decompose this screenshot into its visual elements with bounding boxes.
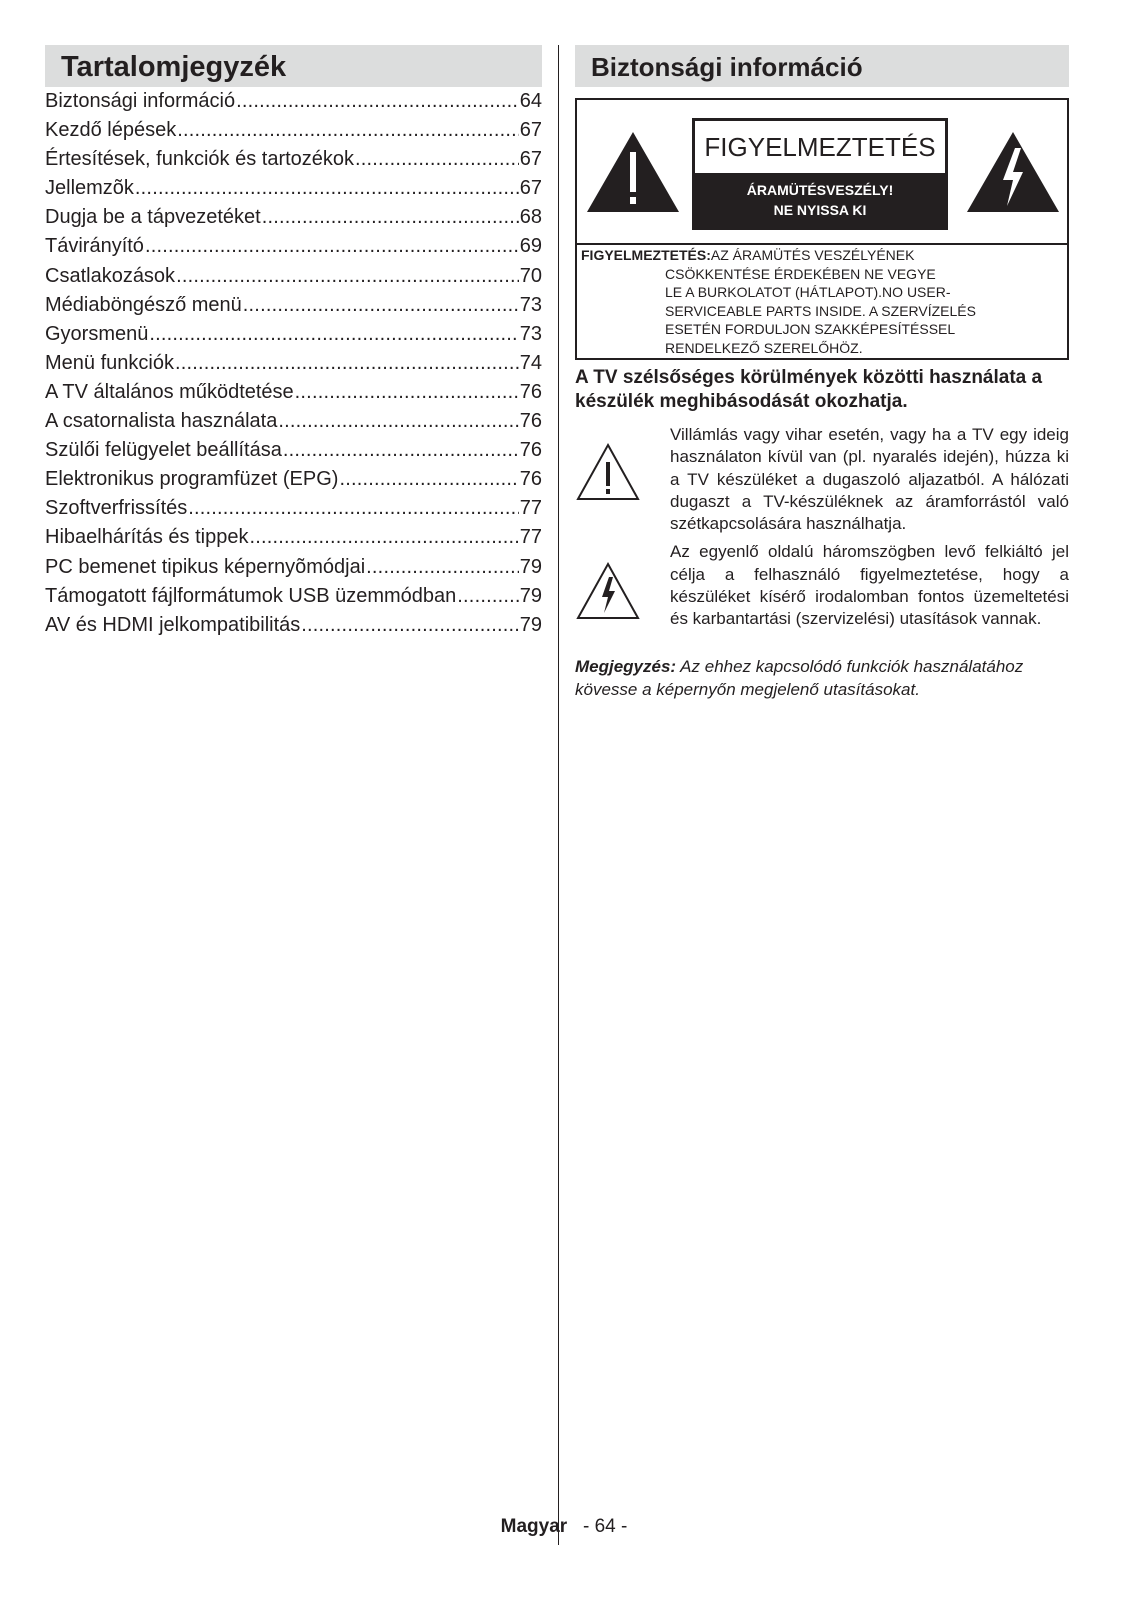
footer-language: Magyar — [500, 1516, 568, 1537]
toc-item-page: 73 — [519, 293, 542, 316]
toc-item-leader-dots — [278, 407, 518, 436]
storm-unplug-text: Villámlás vagy vihar esetén, vagy ha a TV egy ideig használaton kívül van (pl. nyaralés idején), húzza ki a TV készüléket a dugaszoló aljazatból. A hálózati dugaszt a TV-készüléknek az áramforrástól való szétkapcsolására használhatja. — [670, 425, 1069, 534]
lightning-triangle-icon — [965, 130, 1061, 214]
toc-item-leader-dots — [301, 611, 518, 640]
toc-item-page: 69 — [519, 235, 542, 258]
toc-item-label: AV és HDMI jelkompatibilitás — [45, 613, 301, 636]
toc-item-leader-dots — [176, 262, 519, 291]
exclamation-triangle-icon — [585, 130, 681, 214]
toc-item-leader-dots — [149, 320, 518, 349]
manual-instructions-paragraph — [575, 541, 1069, 630]
toc-column — [45, 45, 542, 640]
toc-item-label: Dugja be a tápvezetéket — [45, 206, 261, 229]
warning-sign-title: FIGYELMEZTETÉS — [695, 121, 945, 173]
toc-item — [45, 407, 542, 436]
column-divider — [558, 45, 559, 1545]
toc-item — [45, 465, 542, 494]
toc-item-label: Menü funkciók — [45, 351, 174, 374]
toc-item-leader-dots — [135, 174, 519, 203]
toc-item-label: Hibaelhárítás és tippek — [45, 526, 249, 549]
toc-item-label: Szülői felügyelet beállítása — [45, 439, 282, 462]
toc-item-page: 76 — [519, 410, 542, 433]
toc-item-leader-dots — [188, 494, 518, 523]
toc-item-page: 68 — [519, 206, 542, 229]
toc-item-label: Elektronikus programfüzet (EPG) — [45, 468, 339, 491]
warning-line: CSÖKKENTÉSE ÉRDEKÉBEN NE VEGYE — [665, 265, 936, 282]
toc-item-leader-dots — [295, 378, 519, 407]
warning-box — [575, 98, 1069, 360]
toc-item-page: 67 — [519, 148, 542, 171]
toc-item — [45, 523, 542, 552]
toc-item — [45, 320, 542, 349]
warning-sign — [692, 118, 948, 230]
toc-item-page: 74 — [519, 351, 542, 374]
toc-item-leader-dots — [366, 553, 519, 582]
toc-item-page: 77 — [519, 526, 542, 549]
toc-item-leader-dots — [177, 116, 519, 145]
toc-item — [45, 116, 542, 145]
toc-item-leader-dots — [236, 87, 519, 116]
toc-item — [45, 349, 542, 378]
storm-unplug-paragraph — [575, 424, 1069, 535]
toc-item-leader-dots — [249, 523, 518, 552]
note-label: Megjegyzés: — [575, 656, 677, 676]
toc-item — [45, 553, 542, 582]
toc-item-label: Támogatott fájlformátumok USB üzemmódban — [45, 584, 457, 607]
extreme-conditions-warning: A TV szélsőséges körülmények közötti használata a készülék meghibásodását okozhatja. — [575, 367, 1043, 412]
toc-item-leader-dots — [283, 436, 519, 465]
toc-item-label: Biztonsági információ — [45, 90, 236, 112]
exclamation-outline-triangle-icon — [575, 442, 641, 502]
warning-sign-line2: NE NYISSA KI — [773, 202, 867, 218]
warning-text — [581, 246, 1063, 357]
toc-item-page: 79 — [519, 584, 542, 607]
toc-item — [45, 203, 542, 232]
note — [575, 655, 1069, 701]
toc-item-label: A TV általános működtetése — [45, 380, 294, 403]
toc-item-page: 73 — [519, 322, 542, 345]
safety-column — [575, 45, 1069, 701]
toc-item-label: Jellemzõk — [45, 177, 134, 200]
manual-instructions-text: Az egyenlő oldalú háromszögben levő felkiáltó jel célja a felhasználó figyelmeztetése, hogy a készüléket kísérő irodalomban fontos üzemeltetési és karbantartási (szervizelési) utasítások vannak. — [670, 542, 1069, 629]
lightning-outline-triangle-icon — [575, 561, 641, 621]
toc-item — [45, 436, 542, 465]
toc-item-page: 79 — [519, 613, 542, 636]
toc-item-page: 70 — [519, 264, 542, 287]
toc-item-leader-dots — [175, 349, 519, 378]
warning-line: LE A BURKOLATOT (HÁTLAPOT).NO USER- — [665, 284, 951, 300]
toc-item-label: Csatlakozások — [45, 264, 176, 287]
warning-line: SERVICEABLE PARTS INSIDE. A SZERVÍZELÉS — [665, 302, 976, 319]
note-text: Az ehhez kapcsolódó funkciók használatához kövesse a képernyőn megjelenő utasításokat. — [575, 656, 1024, 699]
warning-box-top — [577, 100, 1067, 245]
toc-item — [45, 291, 542, 320]
footer-page-number: - 64 - — [583, 1516, 628, 1537]
toc-item-label: Értesítések, funkciók és tartozékok — [45, 148, 355, 171]
toc-item — [45, 262, 542, 291]
page-footer — [0, 1516, 1128, 1538]
warning-label: FIGYELMEZTETÉS: — [581, 247, 711, 263]
toc-item — [45, 145, 542, 174]
warning-sign-line1: ÁRAMÜTÉSVESZÉLY! — [746, 182, 894, 198]
toc-item-page: 76 — [519, 380, 542, 403]
toc-item — [45, 232, 542, 261]
toc-title: Tartalomjegyzék — [45, 45, 542, 87]
toc-item-label: Távirányító — [45, 235, 144, 258]
toc-item — [45, 582, 542, 611]
toc-item-page: 76 — [519, 439, 542, 462]
toc-item-leader-dots — [243, 291, 519, 320]
toc-item-leader-dots — [355, 145, 519, 174]
toc-item-label: Médiaböngésző menü — [45, 293, 242, 316]
toc-item-page: 79 — [519, 555, 542, 578]
safety-title: Biztonsági információ — [575, 45, 1069, 87]
toc-item-page: 67 — [519, 119, 542, 142]
toc-item-leader-dots — [339, 465, 518, 494]
toc-item — [45, 611, 542, 640]
toc-item — [45, 378, 542, 407]
warning-line: AZ ÁRAMÜTÉS VESZÉLYÉNEK — [710, 247, 915, 263]
toc-item — [45, 87, 542, 116]
toc-item-page: 76 — [519, 468, 542, 491]
toc-item-label: Szoftverfrissítés — [45, 497, 188, 520]
toc-item-page: 77 — [519, 497, 542, 520]
toc-list — [45, 87, 542, 640]
toc-item-label: Kezdő lépések — [45, 119, 177, 142]
toc-item-page: 64 — [519, 90, 542, 112]
toc-item-leader-dots — [145, 232, 519, 261]
toc-item-page: 67 — [519, 177, 542, 200]
toc-item-label: A csatornalista használata — [45, 410, 278, 433]
toc-item-leader-dots — [262, 203, 519, 232]
warning-line: ESETÉN FORDULJON SZAKKÉPESÍTÉSSEL — [665, 321, 956, 337]
toc-item-label: Gyorsmenü — [45, 322, 149, 345]
toc-item — [45, 494, 542, 523]
toc-item — [45, 174, 542, 203]
toc-item-leader-dots — [457, 582, 518, 611]
toc-item-label: PC bemenet tipikus képernyõmódjai — [45, 555, 366, 578]
warning-line: RENDELKEZŐ SZERELŐHÖZ. — [665, 339, 863, 356]
